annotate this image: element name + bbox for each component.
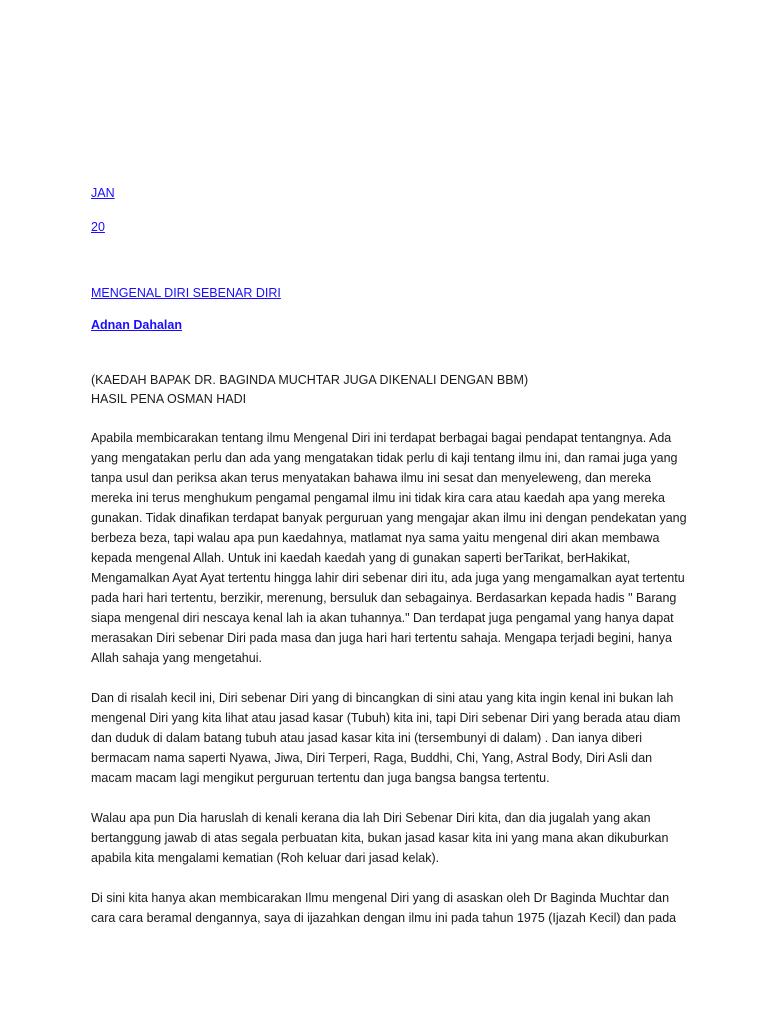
post-day-link[interactable]: 20 [91,220,105,234]
intro-line-2: HASIL PENA OSMAN HADI [91,392,247,406]
post-title-link[interactable]: MENGENAL DIRI SEBENAR DIRI [91,286,281,300]
post-month-link[interactable]: JAN [91,186,115,200]
intro-line-1: (KAEDAH BAPAK DR. BAGINDA MUCHTAR JUGA DIKENALI DENGAN BBM) [91,373,529,387]
post-author-link[interactable]: Adnan Dahalan [91,318,182,332]
paragraph-4: Di sini kita hanya akan membicarakan Ilmu mengenal Diri yang di asaskan oleh Dr Baginda Muchtar dan cara cara beramal dengannya, saya di ijazahkan dengan ilmu ini pada tahun 1975 (Ijazah Kecil) dan pada [91,891,677,925]
paragraph-2: Dan di risalah kecil ini, Diri sebenar Diri yang di bincangkan di sini atau yang kita ingin kenal ini bukan lah mengenal Diri yang kita lihat atau jasad kasar (Tubuh) kita ini, tapi Diri sebenar Diri yang berada atau diam dan duduk di dalam batang tubuh atau jasad kasar kita ini (tersembunyi di dalam) . Dan ianya diberi bermacam nama saperti Nyawa, Jiwa, Diri Terperi, Raga, Buddhi, Chi, Yang, Astral Body, Diri Asli dan macam macam lagi mengikut perguruan tertentu dan juga bangsa bangsa tertentu. [91,691,681,785]
paragraph-3: Walau apa pun Dia haruslah di kenali kerana dia lah Diri Sebenar Diri kita, dan dia jugalah yang akan bertanggung jawab di atas segala perbuatan kita, bukan jasad kasar kita ini yang mana akan dikuburkan apabila kita mengalami kematian (Roh keluar dari jasad kelak). [91,811,669,865]
paragraph-1: Apabila membicarakan tentang ilmu Mengenal Diri ini terdapat berbagai bagai pendapat tentangnya. Ada yang mengatakan perlu dan ada yang mengatakan tidak perlu di kaji tentang ilmu ini, dan ramai juga yang tanpa usul dan periksa akan terus menyatakan bahawa ilmu ini sesat dan menyeleweng, dan mereka mereka ini terus menghukum pengamal pengamal ilmu ini tidak kira cara atau kaedah apa yang mereka gunakan. Tidak dinafikan terdapat banyak perguruan yang mengajar akan ilmu ini dengan pendekatan yang berbeza beza, tapi walau apa pun kaedahnya, matlamat nya sama yaitu mengenal diri akan membawa kepada mengenal Allah. Untuk ini kaedah kaedah yang di gunakan saperti berTarikat, berHakikat, Mengamalkan Ayat Ayat tertentu hingga lahir diri sebenar diri itu, ada juga yang mengamalkan ayat tertentu pada hari hari tertentu, berzikir, merenung, bersuluk dan sebagainya. Berdasarkan kepada hadis " Barang siapa mengenal diri nescaya kenal lah ia akan tuhannya." Dan terdapat juga pengamal yang hanya dapat merasakan Diri sebenar Diri pada masa dan juga hari hari tertentu sahaja. Mengapa terjadi begini, hanya Allah sahaja yang mengetahui. [91,431,687,665]
